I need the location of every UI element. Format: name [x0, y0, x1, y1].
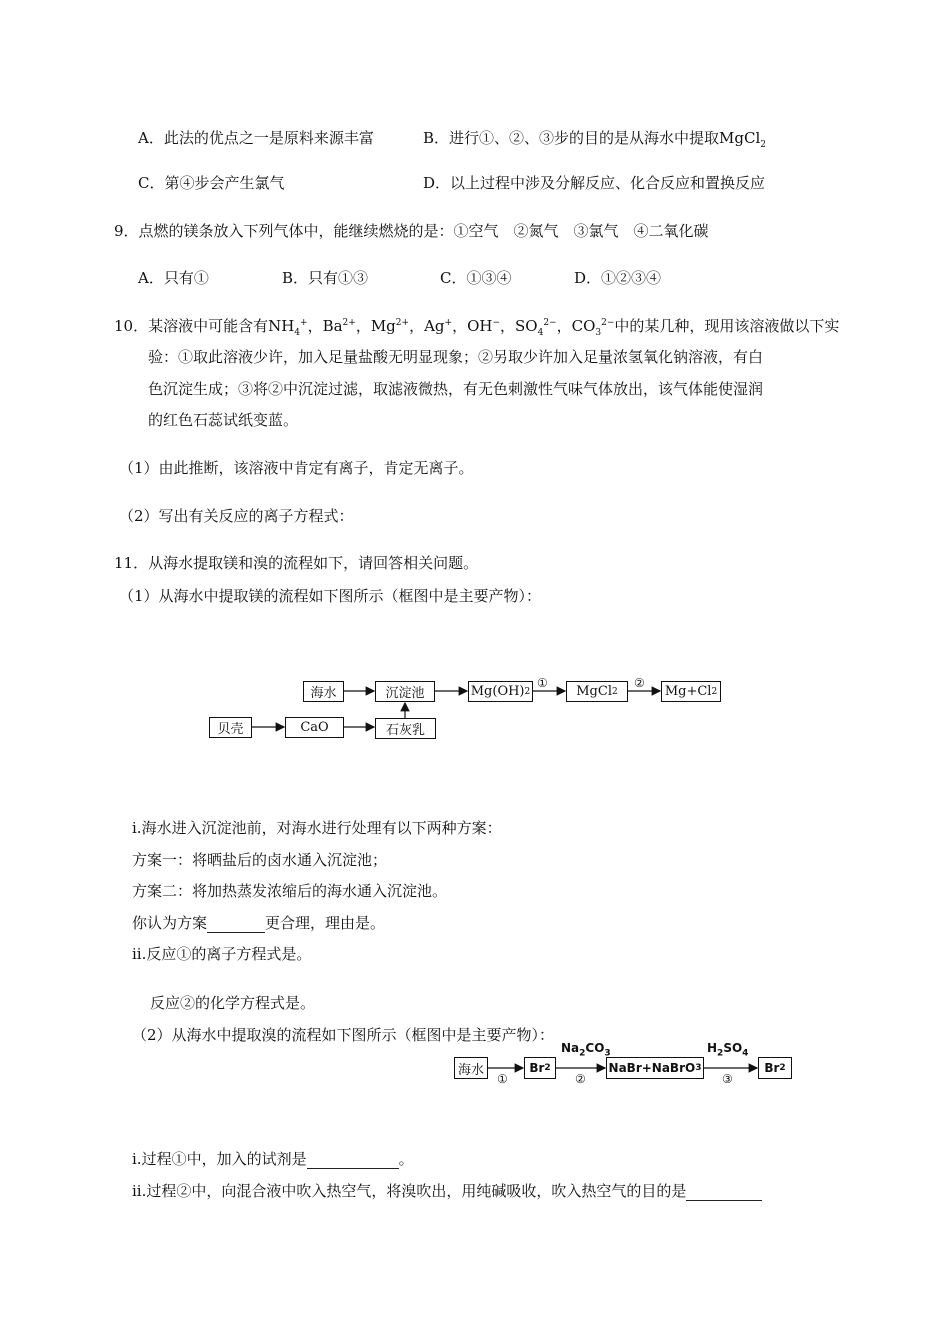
reagent-answer-blank[interactable]	[307, 1152, 399, 1169]
ion-charge: 2−	[601, 318, 615, 328]
q9-option-d: D．①②③④	[574, 269, 662, 287]
q9-option-a: A．只有①	[138, 269, 209, 287]
br-seawater-box: 海水	[454, 1057, 488, 1079]
ion-subscript: 4	[294, 328, 301, 338]
formula: CO	[585, 1041, 605, 1055]
shell-box: 贝壳	[209, 717, 252, 738]
cao-box: CaO	[285, 717, 344, 738]
q10-sub-2: （2）写出有关反应的离子方程式：	[119, 507, 354, 525]
q10-stem-part: ，OH	[452, 317, 493, 335]
formula: NaBr+NaBrO	[608, 1061, 696, 1075]
br2-box-1: Br 2	[524, 1057, 556, 1079]
q11-i-prompt: i.海水进入沉淀池前，对海水进行处理有以下两种方案：	[132, 819, 502, 837]
q11-br-i-text: i.过程①中，加入的试剂是	[132, 1150, 307, 1168]
formula: MgCl	[576, 684, 612, 699]
q11-plan-1: 方案一：将晒盐后的卤水通入沉淀池；	[132, 851, 388, 869]
ion-charge: 2+	[395, 318, 410, 328]
mgcl2-box: MgCl 2	[566, 681, 628, 702]
br2-box-2: Br 2	[758, 1057, 792, 1079]
ion-charge: 2−	[543, 318, 557, 328]
q10-stem-part: ，CO	[556, 317, 596, 335]
q9-option-c: C．①③④	[440, 269, 512, 287]
q11-stem: 11．从海水提取镁和溴的流程如下，请回答相关问题。	[114, 554, 479, 572]
q10-stem-part: 10．某溶液中可能含有NH	[114, 317, 295, 335]
q10-line-2: 验：①取此溶液少许，加入足量盐酸无明显现象；②另取少许加入足量浓氢氧化钠溶液，有白	[148, 348, 764, 366]
seawater-box: 海水	[303, 681, 344, 702]
formula-subscript: 2	[579, 1048, 586, 1059]
q10-line-4: 的红色石蕊试纸变蓝。	[148, 411, 299, 429]
formula: H	[707, 1041, 718, 1055]
mg-step-1-label: ①	[537, 676, 548, 690]
q11-br-ii	[132, 1181, 762, 1201]
q8-option-c: C．第④步会产生氯气	[138, 174, 285, 192]
q11-br-i-text: 。	[398, 1150, 414, 1168]
q8-option-a: A．此法的优点之一是原料来源丰富	[138, 129, 374, 147]
q8-option-d: D．以上过程中涉及分解反应、化合反应和置换反应	[423, 174, 766, 192]
q10-stem-part: ，Ba	[307, 317, 343, 335]
q11-ii-reaction-2: 反应②的化学方程式是。	[150, 994, 316, 1012]
br-step-1-label: ①	[497, 1072, 508, 1086]
formula: Na	[561, 1041, 580, 1055]
ion-charge: +	[300, 318, 308, 328]
q11-part-2-heading: （2）从海水中提取溴的流程如下图所示（框图中是主要产物）：	[132, 1026, 555, 1044]
nabr-nabro3-box: NaBr+NaBrO 3	[606, 1057, 704, 1079]
precipitation-pool-box: 沉淀池	[375, 681, 435, 702]
formula: Br	[764, 1061, 780, 1075]
formula: Mg+Cl	[664, 684, 712, 699]
formula: SO	[723, 1041, 743, 1055]
formula: Mg(OH)	[470, 684, 525, 699]
q10-line-3: 色沉淀生成；③将②中沉淀过滤，取滤液微热，有无色刺激性气味气体放出，该气体能使湿润	[148, 380, 764, 398]
q11-br-ii-text: ii.过程②中，向混合液中吹入热空气，将溴吹出，用纯碱吸收，吹入热空气的目的是	[132, 1182, 687, 1200]
purpose-answer-blank[interactable]	[686, 1184, 762, 1201]
q11-ii-reaction-1: ii.反应①的离子方程式是。	[132, 945, 312, 963]
q11-plan-2: 方案二：将加热蒸发浓缩后的海水通入沉淀池。	[132, 882, 448, 900]
ion-charge: −	[492, 318, 500, 328]
formula-subscript: 2	[717, 1048, 724, 1059]
lime-milk-box: 石灰乳	[375, 718, 436, 739]
reagent-na2co3-label	[561, 1041, 611, 1059]
formula-subscript: 3	[604, 1048, 611, 1059]
formula: Br	[529, 1061, 545, 1075]
q11-opinion-text: 你认为方案	[132, 914, 208, 932]
ion-subscript: 3	[595, 328, 602, 338]
q8-option-b-text: B．进行①、②、③步的目的是从海水中提取MgCl	[423, 129, 761, 147]
q10-stem-part: ，Mg	[355, 317, 396, 335]
q11-br-i	[132, 1149, 414, 1169]
mg-cl2-product-box: Mg+Cl 2	[661, 681, 721, 702]
q11-part-1-heading: （1）从海水中提取镁的流程如下图所示（框图中是主要产物）：	[119, 587, 542, 605]
mg-hydroxide-box: Mg(OH) 2	[468, 681, 533, 702]
q10-stem-part: ，Ag	[409, 317, 445, 335]
q10-stem-part: ，SO	[500, 317, 538, 335]
br-step-2-label: ②	[575, 1072, 586, 1086]
ion-subscript: 4	[537, 328, 544, 338]
q9-option-b: B．只有①③	[282, 269, 369, 287]
br-step-3-label: ③	[722, 1072, 733, 1086]
ion-charge: 2+	[342, 318, 356, 328]
formula-subscript: 4	[742, 1048, 749, 1059]
q10-stem-part: 中的某几种，现用该溶液做以下实	[614, 317, 840, 335]
q9-stem: 9．点燃的镁条放入下列气体中，能继续燃烧的是：①空气 ②氮气 ③氯气 ④二氧化碳	[114, 222, 709, 240]
q8-option-b-subscript: 2	[760, 140, 766, 150]
mg-step-2-label: ②	[634, 676, 645, 690]
ion-charge: +	[444, 318, 453, 328]
q11-opinion-text: 更合理，理由是。	[265, 914, 386, 932]
q10-sub-1: （1）由此推断，该溶液中肯定有离子，肯定无离子。	[119, 459, 474, 477]
reagent-h2so4-label	[707, 1041, 749, 1059]
